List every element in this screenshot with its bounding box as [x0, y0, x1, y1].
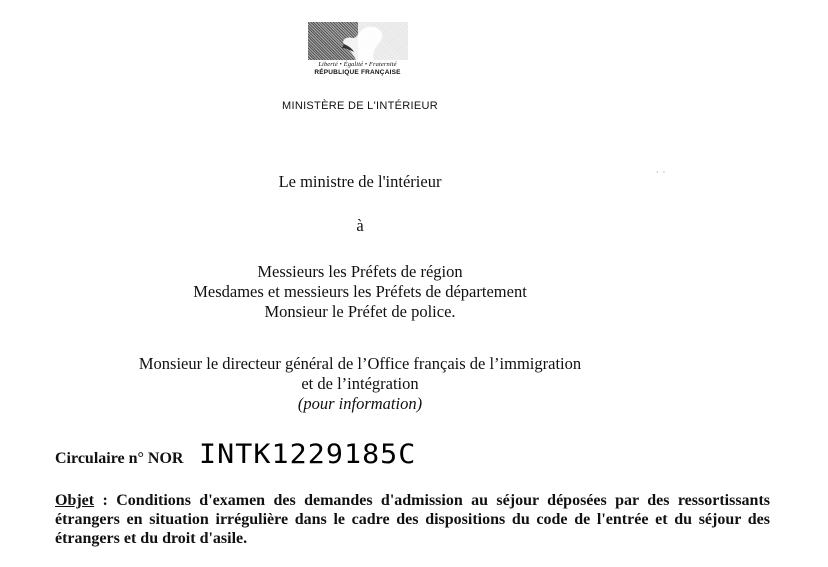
- subject-text: : Conditions d'examen des demandes d'admission au séjour déposées par des ressortissants étrangers en situation irrégulière dans le cadre des dispositions du code de l'entrée et du séjour des étrangers et du droit d'asile.: [55, 492, 770, 547]
- subject-paragraph: [55, 491, 770, 548]
- republic-logo: [305, 22, 410, 76]
- republic-name: RÉPUBLIQUE FRANÇAISE: [314, 69, 401, 76]
- circulaire-reference: [55, 439, 417, 470]
- recipient-line: Monsieur le Préfet de police.: [264, 302, 456, 321]
- recipient-line: Messieurs les Préfets de région: [257, 262, 463, 281]
- recipients-block: [0, 262, 720, 322]
- circulaire-number: INTK1229185C: [199, 439, 417, 470]
- info-note: (pour information): [297, 394, 423, 413]
- recipient-line: Mesdames et messieurs les Préfets de département: [193, 282, 527, 301]
- republic-motto: Liberté • Égalité • Fraternité: [318, 61, 397, 68]
- to-line: à: [356, 216, 364, 235]
- ministry-name: MINISTÈRE DE L'INTÉRIEUR: [282, 100, 438, 112]
- info-recipient-line: et de l’intégration: [301, 374, 419, 393]
- sender-line: Le ministre de l'intérieur: [278, 172, 442, 191]
- margin-mark: · ·: [656, 168, 667, 177]
- circulaire-label: Circulaire n° NOR: [55, 450, 184, 467]
- info-recipient-line: Monsieur le directeur général de l’Office français de l’immigration: [138, 354, 582, 373]
- info-recipient-block: [0, 354, 720, 414]
- marianne-emblem-icon: [308, 22, 408, 60]
- subject-label: Objet: [55, 492, 95, 509]
